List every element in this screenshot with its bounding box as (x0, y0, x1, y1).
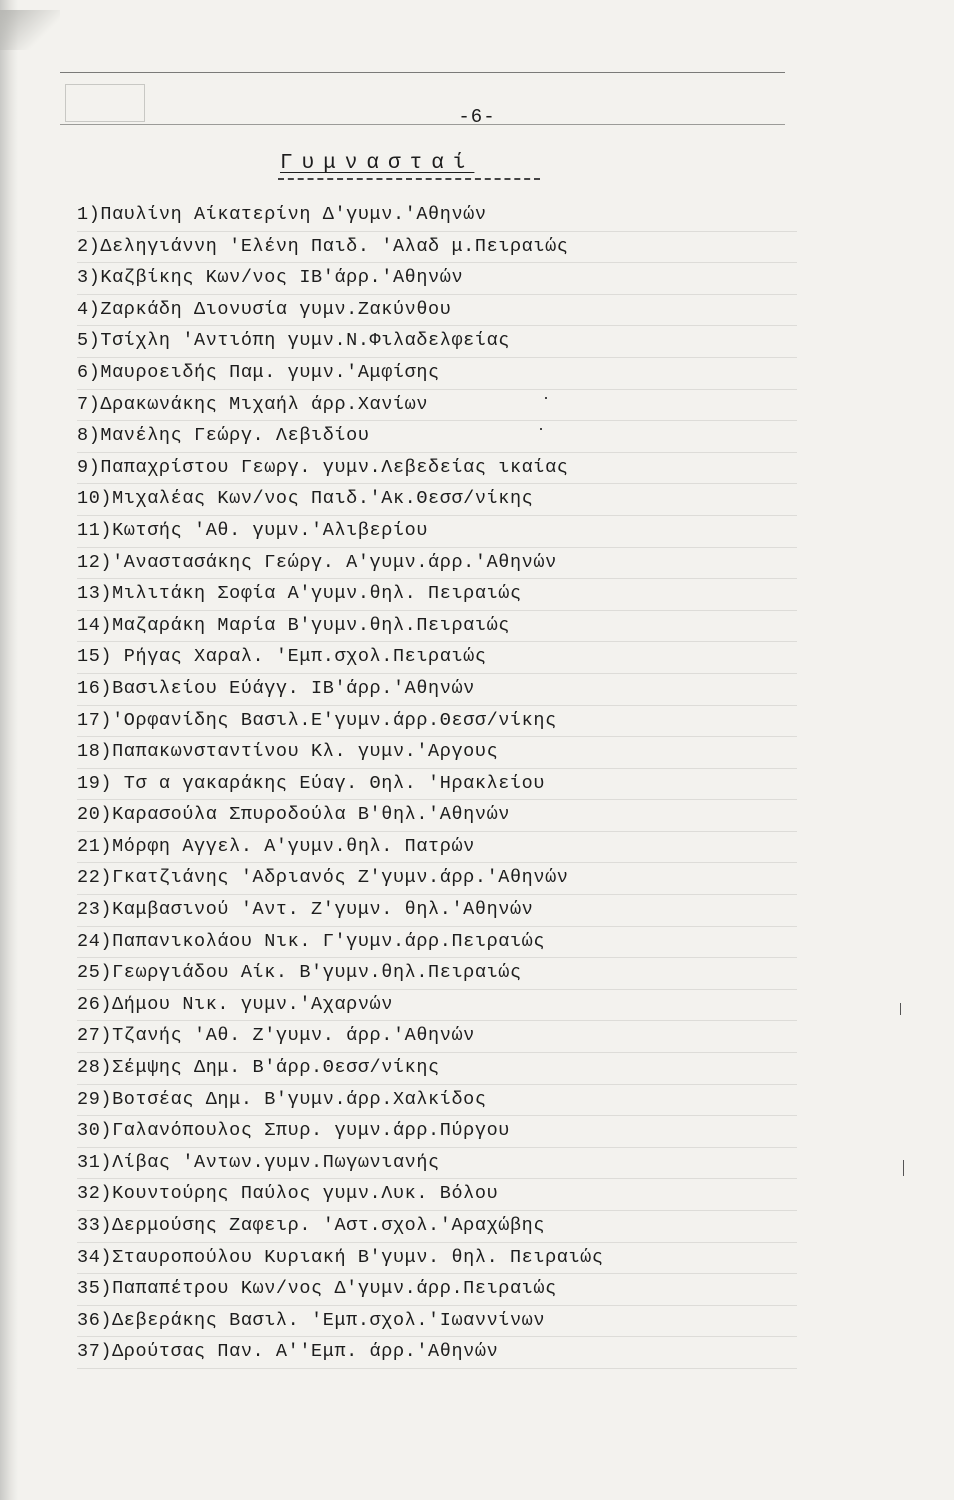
list-item: 1)Παυλίνη Αίκατερίνη Δ'γυμν.'Αθηνών (77, 200, 797, 232)
entry-list (77, 200, 797, 1369)
list-item: 18)Παπακωνσταντίνου Κλ. γυμν.'Αργους (77, 737, 797, 769)
list-item: 30)Γαλανόπουλος Σπυρ. γυμν.άρρ.Πύργου (77, 1116, 797, 1148)
list-item: 7)Δρακωνάκης Μιχαήλ άρρ.Χανίων (77, 390, 797, 422)
list-item: 35)Παπαπέτρου Κων/νος Δ'γυμν.άρρ.Πειραιώς (77, 1274, 797, 1306)
list-item: 4)Ζαρκάδη Διονυσία γυμν.Ζακύνθου (77, 295, 797, 327)
list-item: 15) Ρήγας Χαραλ. 'Εμπ.σχολ.Πειραιώς (77, 642, 797, 674)
list-item: 36)Δεβεράκης Βασιλ. 'Εμπ.σχολ.'Ιωαννίνων (77, 1306, 797, 1338)
list-item: 19) Τσ α γακαράκης Εύαγ. Θηλ. 'Ηρακλείου (77, 769, 797, 801)
list-item: 21)Μόρφη Αγγελ. Α'γυμν.θηλ. Πατρών (77, 832, 797, 864)
margin-mark (903, 1160, 907, 1176)
list-item: 25)Γεωργιάδου Αίκ. Β'γυμν.θηλ.Πειραιώς (77, 958, 797, 990)
list-item: 16)Βασιλείου Εύάγγ. ΙΒ'άρρ.'Αθηνών (77, 674, 797, 706)
header-rule (60, 124, 785, 125)
ink-dot (540, 428, 542, 430)
list-item: 8)Μανέλης Γεώργ. Λεβιδίου (77, 421, 797, 453)
list-item: 6)Μαυροειδής Παμ. γυμν.'Αμφίσης (77, 358, 797, 390)
list-item: 27)Τζανής 'Αθ. Ζ'γυμν. άρρ.'Αθηνών (77, 1021, 797, 1053)
page-number: -6- (458, 106, 496, 128)
list-item: 22)Γκατζιάνης 'Αδριανός Ζ'γυμν.άρρ.'Αθηνών (77, 863, 797, 895)
list-item: 10)Μιχαλέας Κων/νος Παιδ.'Ακ.Θεσσ/νίκης (77, 484, 797, 516)
list-item: 31)Λίβας 'Αντων.γυμν.Πωγωνιανής (77, 1148, 797, 1180)
margin-mark (900, 1003, 904, 1015)
list-item: 12)'Αναστασάκης Γεώργ. Α'γυμν.άρρ.'Αθηνών (77, 548, 797, 580)
page-corner-shadow (0, 10, 60, 50)
list-item: 17)'Ορφανίδης Βασιλ.Ε'γυμν.άρρ.Θεσσ/νίκης (77, 706, 797, 738)
list-item: 26)Δήμου Νικ. γυμν.'Αχαρνών (77, 990, 797, 1022)
list-item: 34)Σταυροπούλου Κυριακή Β'γυμν. θηλ. Πειραιώς (77, 1243, 797, 1275)
page-heading: Γυμνασταί (280, 152, 475, 175)
list-item: 24)Παπανικολάου Νικ. Γ'γυμν.άρρ.Πειραιώς (77, 927, 797, 959)
ink-dot (545, 397, 547, 399)
bleed-through-margin (10, 300, 40, 1300)
list-item: 14)Μαζαράκη Μαρία Β'γυμν.θηλ.Πειραιώς (77, 611, 797, 643)
heading-underline (278, 178, 540, 180)
list-item: 13)Μιλιτάκη Σοφία Α'γυμν.θηλ. Πειραιώς (77, 579, 797, 611)
list-item: 3)Καζβίκης Κων/νος ΙΒ'άρρ.'Αθηνών (77, 263, 797, 295)
list-item: 5)Τσίχλη 'Αντιόπη γυμν.Ν.Φιλαδελφείας (77, 326, 797, 358)
list-item: 33)Δερμούσης Ζαφειρ. 'Αστ.σχολ.'Αραχώβης (77, 1211, 797, 1243)
list-item: 2)Δεληγιάννη 'Ελένη Παιδ. 'Αλαδ μ.Πειραιώς (77, 232, 797, 264)
list-item: 23)Καμβασινού 'Αντ. Ζ'γυμν. θηλ.'Αθηνών (77, 895, 797, 927)
list-item: 29)Βοτσέας Δημ. Β'γυμν.άρρ.Χαλκίδος (77, 1085, 797, 1117)
list-item: 9)Παπαχρίστου Γεωργ. γυμν.Λεβεδείας ικαίας (77, 453, 797, 485)
list-item: 28)Σέμψης Δημ. Β'άρρ.Θεσσ/νίκης (77, 1053, 797, 1085)
list-item: 32)Κουντούρης Παύλος γυμν.Λυκ. Βόλου (77, 1179, 797, 1211)
list-item: 11)Κωτσής 'Αθ. γυμν.'Αλιβερίου (77, 516, 797, 548)
list-item: 37)Δρούτσας Παν. Α''Εμπ. άρρ.'Αθηνών (77, 1337, 797, 1369)
list-item: 20)Καρασούλα Σπυροδούλα Β'θηλ.'Αθηνών (77, 800, 797, 832)
top-rule (60, 72, 785, 73)
